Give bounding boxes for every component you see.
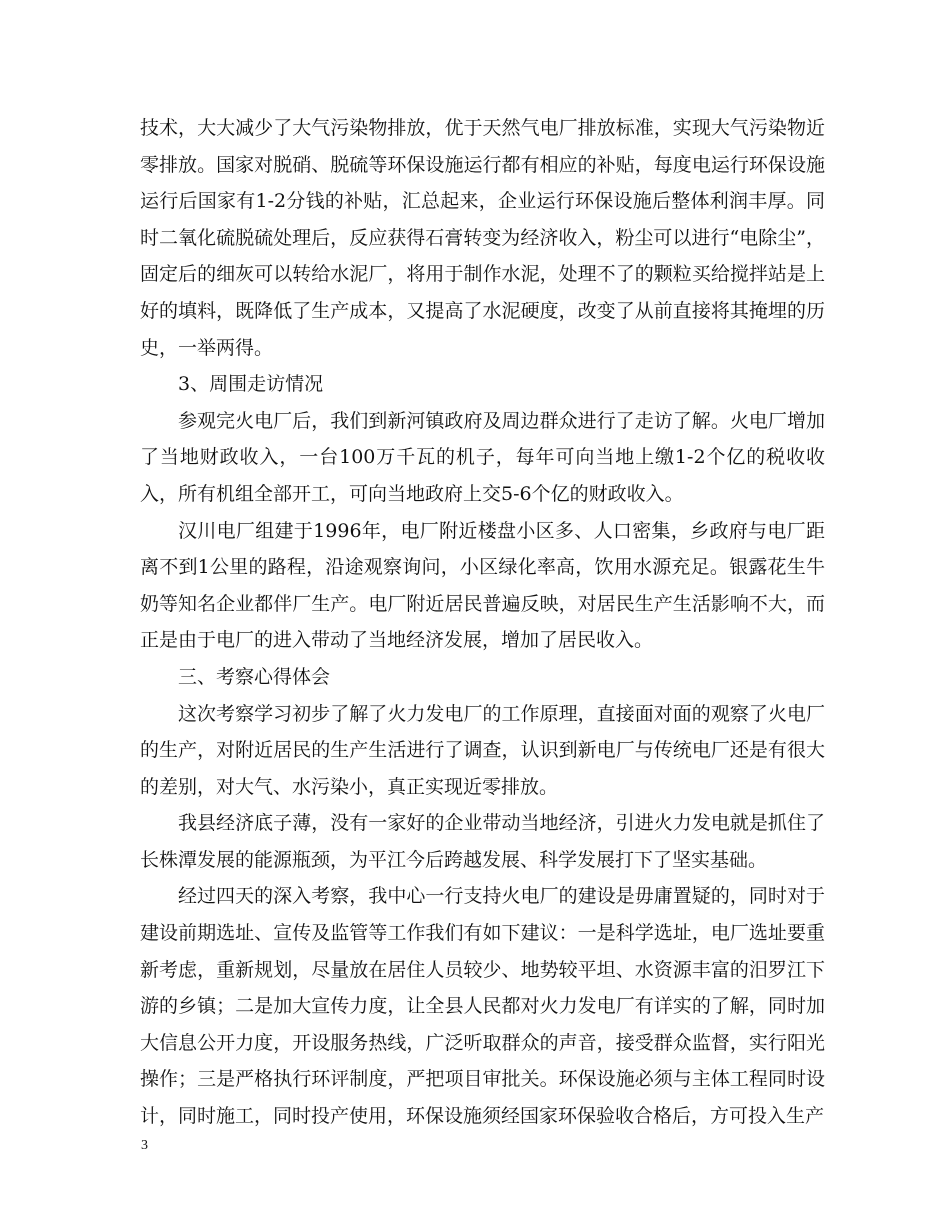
paragraph-visit-findings: 参观完火电厂后，我们到新河镇政府及周边群众进行了走访了解。火电厂增加了当地财政收入，一台100万千瓦的机子，每年可向当地上缴1-2个亿的税收收入，所有机组全部开工，可向当地政府上交5-6个亿的财政收入。 (140, 409, 825, 505)
section-heading-visits: 3、周围走访情况 (178, 373, 324, 396)
paragraph-learning: 这次考察学习初步了解了火力发电厂的工作原理，直接面对面的观察了火电厂的生产，对附近居民的生产生活进行了调查，认识到新电厂与传统电厂还是有很大的差别，对大气、水污染小，真正实现近零排放。 (140, 702, 825, 798)
section-heading-reflections: 三、考察心得体会 (178, 665, 331, 688)
paragraph-continuation: 技术，大大减少了大气污染物排放，优于天然气电厂排放标准，实现大气污染物近零排放。国家对脱硝、脱硫等环保设施运行都有相应的补贴，每度电运行环保设施运行后国家有1-2分钱的补贴，汇总起来，企业运行环保设施后整体利润丰厚。同时二氧化硫脱硫处理后，反应获得石膏转变为经济收入，粉尘可以进行“电除尘”，固定后的细灰可以转给水泥厂，将用于制作水泥，处理不了的颗粒买给搅拌站是上好的填料，既降低了生产成本，又提高了水泥硬度，改变了从前直接将其掩埋的历史，一举两得。 (140, 117, 825, 359)
page-number: 3 (141, 1138, 148, 1153)
paragraph-local-economy: 我县经济底子薄，没有一家好的企业带动当地经济，引进火力发电就是抓住了长株潭发展的能源瓶颈，为平江今后跨越发展、科学发展打下了坚实基础。 (140, 812, 825, 871)
paragraph-suggestions: 经过四天的深入考察，我中心一行支持火电厂的建设是毋庸置疑的，同时对于建设前期选址、宣传及监管等工作我们有如下建议：一是科学选址，电厂选址要重新考虑，重新规划，尽量放在居住人员较少、地势较平坦、水资源丰富的汨罗江下游的乡镇；二是加大宣传力度，让全县人民都对火力发电厂有详实的了解，同时加大信息公开力度，开设服务热线，广泛听取群众的声音，接受群众监督，实行阳光操作；三是严格执行环评制度，严把项目审批关。环保设施必须与主体工程同时设计，同时施工，同时投产使用，环保设施须经国家环保验收合格后，方可投入生产 (140, 885, 825, 1128)
paragraph-hanchuan-plant: 汉川电厂组建于1996年，电厂附近楼盘小区多、人口密集，乡政府与电厂距离不到1公里的路程，沿途观察询问，小区绿化率高，饮用水源充足。银露花生牛奶等知名企业都伴厂生产。电厂附近居民普遍反映，对居民生产生活影响不大，而正是由于电厂的进入带动了当地经济发展，增加了居民收入。 (140, 519, 825, 652)
document-body (140, 110, 825, 1135)
